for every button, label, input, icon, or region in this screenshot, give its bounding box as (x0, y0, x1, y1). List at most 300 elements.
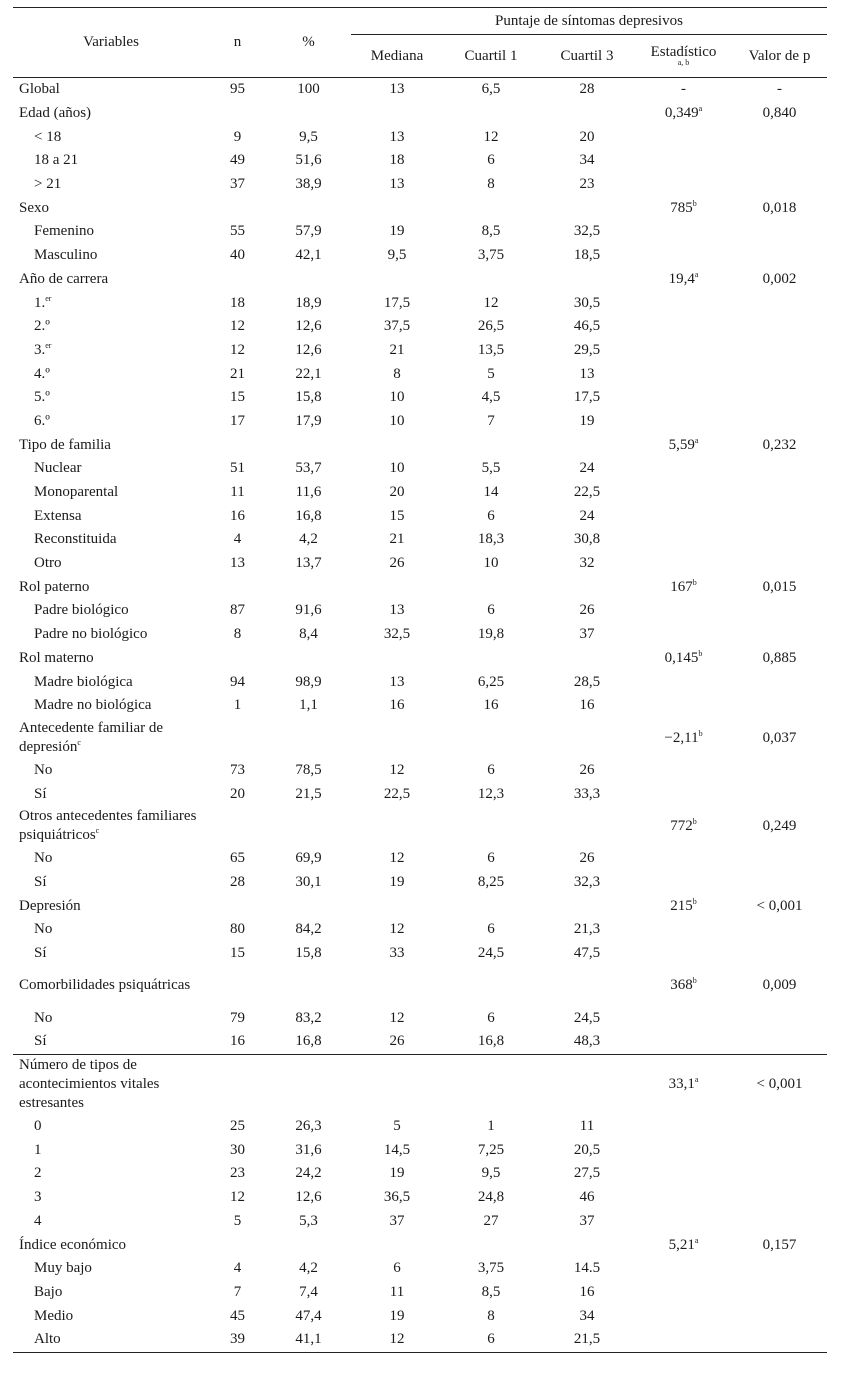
cell-median (351, 647, 443, 671)
cell-variable (13, 291, 209, 315)
cell-statistic (635, 718, 732, 759)
header-n: n (209, 8, 266, 78)
cell-p-value: 0,232 (762, 436, 797, 453)
cell-p-value (732, 1030, 827, 1054)
cell-p-value (732, 1006, 827, 1030)
cell-percent: 24,2 (295, 1165, 322, 1182)
cell-statistic (635, 1162, 732, 1186)
cell-p-value: - (777, 81, 782, 98)
cell-n (209, 894, 266, 918)
cell-percent: 57,9 (295, 223, 322, 240)
cell-quartile-1: 6 (487, 507, 495, 524)
cell-quartile-1: 18,3 (477, 531, 505, 548)
table-row (13, 918, 827, 942)
cell-quartile-3: 32 (579, 555, 595, 572)
cell-statistic (635, 102, 732, 126)
cell-statistic (635, 528, 732, 552)
table-row (13, 362, 827, 386)
cell-median (351, 433, 443, 457)
variable-label: 3 (34, 1189, 42, 1206)
variable-label: Madre no biológica (34, 697, 152, 714)
cell-variable (13, 599, 209, 623)
table-row-category (13, 718, 827, 759)
cell-p-value (732, 759, 827, 783)
cell-variable (13, 552, 209, 576)
cell-p-value (732, 457, 827, 481)
cell-percent: 100 (297, 81, 320, 98)
table-row (13, 1281, 827, 1305)
cell-n: 39 (209, 1328, 266, 1352)
cell-statistic (635, 78, 732, 102)
cell-p-value (732, 291, 827, 315)
variable-label: < 18 (34, 128, 62, 145)
cell-variable (13, 244, 209, 268)
cell-n (209, 433, 266, 457)
cell-quartile-1: 6,25 (477, 673, 505, 690)
cell-quartile-1: 8 (487, 176, 495, 193)
table-row-category (13, 965, 827, 1006)
cell-n: 87 (230, 602, 245, 619)
cell-median: 13 (389, 128, 405, 145)
cell-variable (13, 125, 209, 149)
cell-n (209, 1233, 266, 1257)
variable-label: 2.º (34, 318, 50, 335)
cell-statistic (635, 847, 732, 871)
cell-quartile-3: 29,5 (573, 341, 601, 358)
cell-n: 80 (230, 921, 245, 938)
statistic-value: 0,145 (664, 649, 699, 666)
cell-median: 13 (389, 176, 405, 193)
variable-footnote-mark: er (45, 293, 52, 303)
cell-quartile-3: 26 (579, 850, 595, 867)
cell-variable (13, 759, 209, 783)
cell-quartile-1 (443, 196, 539, 220)
cell-variable (13, 918, 209, 942)
statistic-test-mark: b (692, 896, 697, 906)
cell-quartile-3 (539, 718, 635, 759)
variable-label: 1 (34, 1141, 42, 1158)
cell-median (351, 894, 443, 918)
cell-quartile-3: 28 (579, 81, 595, 98)
cell-quartile-3 (539, 433, 635, 457)
cell-median: 17,5 (383, 294, 411, 311)
table-row (13, 1162, 827, 1186)
cell-quartile-3: 14.5 (573, 1260, 601, 1277)
cell-n (209, 806, 266, 847)
cell-median: 19 (389, 873, 405, 890)
cell-p-value (732, 244, 827, 268)
cell-median: 6 (393, 1260, 401, 1277)
depressive-symptoms-table (13, 7, 827, 1353)
cell-quartile-3: 20 (579, 128, 595, 145)
cell-p-value (732, 1304, 827, 1328)
table-row (13, 670, 827, 694)
cell-n (209, 1054, 266, 1115)
cell-variable (13, 1054, 209, 1115)
cell-percent: 16,8 (295, 507, 322, 524)
cell-quartile-3: 16 (579, 697, 595, 714)
cell-quartile-1: 6 (443, 1328, 539, 1352)
cell-quartile-1 (443, 433, 539, 457)
cell-n: 21 (230, 365, 245, 382)
cell-n: 15 (230, 945, 245, 962)
cell-variable (13, 1115, 209, 1139)
statistic-test-mark: a (694, 1075, 699, 1085)
header-quartile-1: Cuartil 1 (443, 35, 539, 78)
cell-variable (13, 268, 209, 292)
cell-variable (13, 694, 209, 718)
variable-label: Tipo de familia (19, 436, 111, 453)
cell-percent (266, 1054, 351, 1115)
cell-variable (13, 718, 209, 759)
cell-quartile-3: 11 (579, 1118, 595, 1135)
cell-quartile-3 (539, 102, 635, 126)
cell-n: 94 (230, 673, 245, 690)
cell-p-value (732, 1138, 827, 1162)
table-row (13, 1257, 827, 1281)
cell-p-value (732, 847, 827, 871)
cell-quartile-1: 6 (487, 152, 495, 169)
cell-median (351, 806, 443, 847)
cell-n (209, 575, 266, 599)
variable-label: Padre no biológico (34, 626, 148, 643)
variable-label: 6.º (34, 412, 50, 429)
cell-quartile-1: 6 (487, 761, 495, 778)
cell-n: 16 (230, 1033, 245, 1050)
cell-percent: 83,2 (295, 1009, 322, 1026)
cell-p-value: 0,002 (762, 270, 797, 287)
header-statistic-label: Estadístico (650, 44, 717, 60)
cell-median: 12 (389, 1009, 405, 1026)
cell-quartile-3: 24 (579, 460, 595, 477)
cell-quartile-1: 12,3 (477, 785, 505, 802)
cell-statistic (635, 1304, 732, 1328)
cell-quartile-1: 6 (487, 1009, 495, 1026)
statistic-value: 215 (670, 897, 693, 914)
cell-p-value: 0,037 (762, 729, 797, 746)
cell-percent (266, 806, 351, 847)
cell-median: 12 (389, 850, 405, 867)
table-row (13, 942, 827, 966)
cell-statistic (635, 244, 732, 268)
cell-p-value (732, 1328, 827, 1352)
cell-statistic (635, 220, 732, 244)
cell-n: 45 (230, 1307, 245, 1324)
statistic-test-mark: a (694, 1235, 699, 1245)
cell-median: 13 (389, 602, 405, 619)
cell-quartile-1: 3,75 (477, 247, 505, 264)
cell-variable (13, 1328, 209, 1352)
variable-label: 1. (34, 294, 46, 311)
cell-variable (13, 173, 209, 197)
variable-label: No (34, 921, 53, 938)
cell-p-value (732, 1210, 827, 1234)
cell-quartile-1 (443, 102, 539, 126)
cell-statistic (635, 433, 732, 457)
cell-median: 5 (393, 1118, 401, 1135)
cell-quartile-1: 5,5 (481, 460, 501, 477)
cell-quartile-1: 4,5 (481, 389, 501, 406)
cell-variable (13, 1233, 209, 1257)
cell-quartile-1 (443, 268, 539, 292)
cell-median (351, 965, 443, 1006)
cell-p-value: 0,018 (762, 199, 797, 216)
cell-quartile-1: 12 (483, 294, 499, 311)
cell-percent: 69,9 (295, 850, 322, 867)
cell-percent (266, 647, 351, 671)
table-row (13, 694, 827, 718)
table-row (13, 481, 827, 505)
cell-percent: 18,9 (295, 294, 322, 311)
table-row-category (13, 647, 827, 671)
cell-statistic (635, 386, 732, 410)
cell-median (351, 575, 443, 599)
cell-n: 7 (233, 1283, 242, 1300)
cell-median: 9,5 (387, 247, 407, 264)
cell-n: 8 (233, 626, 242, 643)
variable-label: Femenino (34, 223, 94, 240)
cell-n: 5 (233, 1212, 242, 1229)
cell-quartile-3: 26 (579, 761, 595, 778)
variable-label: Muy bajo (34, 1260, 92, 1277)
cell-quartile-1: 12 (483, 128, 499, 145)
cell-n: 11 (230, 484, 245, 501)
cell-percent (266, 1233, 351, 1257)
cell-quartile-1: 24,5 (477, 945, 505, 962)
cell-quartile-1 (443, 1054, 539, 1115)
table-row (13, 1115, 827, 1139)
cell-percent: 4,2 (299, 1260, 318, 1277)
cell-p-value (732, 481, 827, 505)
table-row (13, 78, 827, 102)
cell-quartile-1 (443, 575, 539, 599)
cell-variable (13, 220, 209, 244)
cell-variable (13, 1030, 209, 1054)
variable-label: 2 (34, 1165, 42, 1182)
cell-median: 10 (389, 460, 405, 477)
cell-p-value: 0,009 (762, 977, 797, 994)
table-row (13, 125, 827, 149)
cell-quartile-1: 8,25 (477, 873, 505, 890)
table-body (13, 78, 827, 1353)
statistic-test-mark: b (698, 648, 703, 658)
cell-n: 17 (230, 412, 245, 429)
cell-n: 12 (230, 318, 245, 335)
table-row (13, 173, 827, 197)
cell-statistic (635, 1054, 732, 1115)
statistic-test-mark: a (694, 435, 699, 445)
cell-percent: 47,4 (295, 1307, 322, 1324)
variable-label: Índice económico (19, 1236, 127, 1253)
variable-label: Año de carrera (19, 270, 109, 287)
cell-p-value: 0,015 (762, 578, 797, 595)
statistic-value: 19,4 (668, 270, 695, 287)
cell-quartile-3: 22,5 (573, 484, 601, 501)
table-row (13, 599, 827, 623)
cell-quartile-3 (539, 268, 635, 292)
cell-quartile-1: 6,5 (481, 81, 501, 98)
cell-percent: 22,1 (295, 365, 322, 382)
table-row (13, 847, 827, 871)
header-median: Mediana (351, 35, 443, 78)
cell-quartile-3: 37 (579, 626, 595, 643)
variable-label: > 21 (34, 176, 62, 193)
cell-p-value (732, 410, 827, 434)
cell-percent: 84,2 (295, 921, 322, 938)
cell-median: 14,5 (383, 1141, 411, 1158)
cell-n: 4 (233, 1260, 242, 1277)
cell-percent (266, 965, 351, 1006)
cell-quartile-3: 24,5 (573, 1009, 601, 1026)
cell-quartile-3: 26 (579, 602, 595, 619)
cell-percent: 53,7 (295, 460, 322, 477)
cell-p-value (732, 694, 827, 718)
statistic-test-mark: a (698, 104, 703, 114)
cell-quartile-3 (539, 806, 635, 847)
cell-n (209, 102, 266, 126)
cell-statistic (635, 149, 732, 173)
variable-label: 3. (34, 341, 46, 358)
cell-n: 55 (230, 223, 245, 240)
header-statistic (635, 35, 732, 78)
cell-quartile-3 (539, 647, 635, 671)
cell-n: 9 (233, 128, 242, 145)
variable-label: No (34, 850, 53, 867)
cell-statistic (635, 670, 732, 694)
cell-n: 13 (230, 555, 245, 572)
cell-p-value (732, 125, 827, 149)
cell-p-value (732, 173, 827, 197)
table-row-category (13, 575, 827, 599)
table-row (13, 149, 827, 173)
table-row (13, 1304, 827, 1328)
cell-variable (13, 1257, 209, 1281)
cell-n: 25 (230, 1118, 245, 1135)
cell-quartile-3: 13 (579, 365, 595, 382)
variable-label: Extensa (34, 507, 82, 524)
cell-median (351, 102, 443, 126)
cell-quartile-3: 23 (579, 176, 595, 193)
statistic-test-mark: b (692, 577, 697, 587)
statistic-test-mark: b (692, 816, 697, 826)
cell-statistic (635, 504, 732, 528)
table-row-category (13, 1233, 827, 1257)
cell-variable (13, 433, 209, 457)
cell-p-value: 0,249 (762, 817, 797, 834)
cell-quartile-3: 21,3 (573, 921, 601, 938)
table-row-category (13, 433, 827, 457)
cell-statistic (635, 782, 732, 806)
cell-quartile-1 (443, 965, 539, 1006)
cell-variable (13, 782, 209, 806)
cell-median: 13 (389, 81, 405, 98)
cell-percent (266, 433, 351, 457)
cell-median: 22,5 (383, 785, 411, 802)
cell-quartile-3: 32,5 (573, 223, 601, 240)
cell-quartile-3 (539, 894, 635, 918)
cell-median: 21 (389, 341, 405, 358)
cell-variable (13, 1006, 209, 1030)
variable-footnote-mark: er (45, 340, 52, 350)
statistic-test-mark: b (692, 976, 697, 986)
cell-quartile-3: 48,3 (573, 1033, 601, 1050)
statistic-value: 368 (670, 977, 693, 994)
variable-label: 18 a 21 (34, 152, 79, 169)
cell-statistic (635, 362, 732, 386)
variable-label: 4.º (34, 365, 50, 382)
cell-percent: 17,9 (295, 412, 322, 429)
cell-median (351, 196, 443, 220)
table-row (13, 552, 827, 576)
variable-label: Padre biológico (34, 602, 129, 619)
variable-label: Depresión (19, 897, 81, 914)
variable-label: Edad (años) (19, 105, 92, 122)
cell-median: 16 (389, 697, 405, 714)
cell-quartile-3: 24 (579, 507, 595, 524)
cell-quartile-3: 16 (579, 1283, 595, 1300)
cell-percent: 5,3 (299, 1212, 318, 1229)
cell-quartile-1: 9,5 (481, 1165, 501, 1182)
cell-statistic (635, 268, 732, 292)
table-row (13, 871, 827, 895)
cell-quartile-3: 21,5 (539, 1328, 635, 1352)
cell-percent: 12,6 (295, 1189, 322, 1206)
cell-variable (13, 315, 209, 339)
cell-median: 26 (389, 1033, 405, 1050)
cell-p-value: < 0,001 (732, 1054, 827, 1115)
cell-median: 21 (389, 531, 405, 548)
cell-quartile-3: 46 (579, 1189, 595, 1206)
cell-statistic (635, 1328, 732, 1352)
cell-statistic (635, 918, 732, 942)
cell-statistic (635, 575, 732, 599)
cell-p-value (732, 1281, 827, 1305)
cell-quartile-1: 13,5 (477, 341, 505, 358)
cell-quartile-3: 28,5 (573, 673, 601, 690)
cell-median: 26 (389, 555, 405, 572)
cell-quartile-1: 6 (487, 602, 495, 619)
cell-p-value (732, 918, 827, 942)
cell-variable (13, 78, 209, 102)
cell-p-value (732, 670, 827, 694)
cell-statistic (635, 291, 732, 315)
cell-median: 15 (389, 507, 405, 524)
cell-p-value (732, 871, 827, 895)
table-row (13, 244, 827, 268)
cell-n: 23 (230, 1165, 245, 1182)
variable-footnote-mark: c (77, 738, 81, 748)
cell-statistic (635, 806, 732, 847)
cell-quartile-1: 27 (483, 1212, 499, 1229)
cell-percent: 51,6 (295, 152, 322, 169)
table-row-category (13, 268, 827, 292)
cell-variable (13, 457, 209, 481)
cell-n (209, 196, 266, 220)
cell-statistic (635, 457, 732, 481)
table-row (13, 1210, 827, 1234)
cell-p-value (732, 782, 827, 806)
cell-variable (13, 942, 209, 966)
variable-label: Monoparental (34, 484, 119, 501)
cell-variable (13, 1304, 209, 1328)
cell-n: 30 (230, 1141, 245, 1158)
cell-quartile-1: 10 (483, 555, 499, 572)
cell-percent: 11,6 (295, 484, 322, 501)
cell-variable (13, 1138, 209, 1162)
table-row (13, 220, 827, 244)
cell-n (209, 268, 266, 292)
cell-quartile-1 (443, 806, 539, 847)
